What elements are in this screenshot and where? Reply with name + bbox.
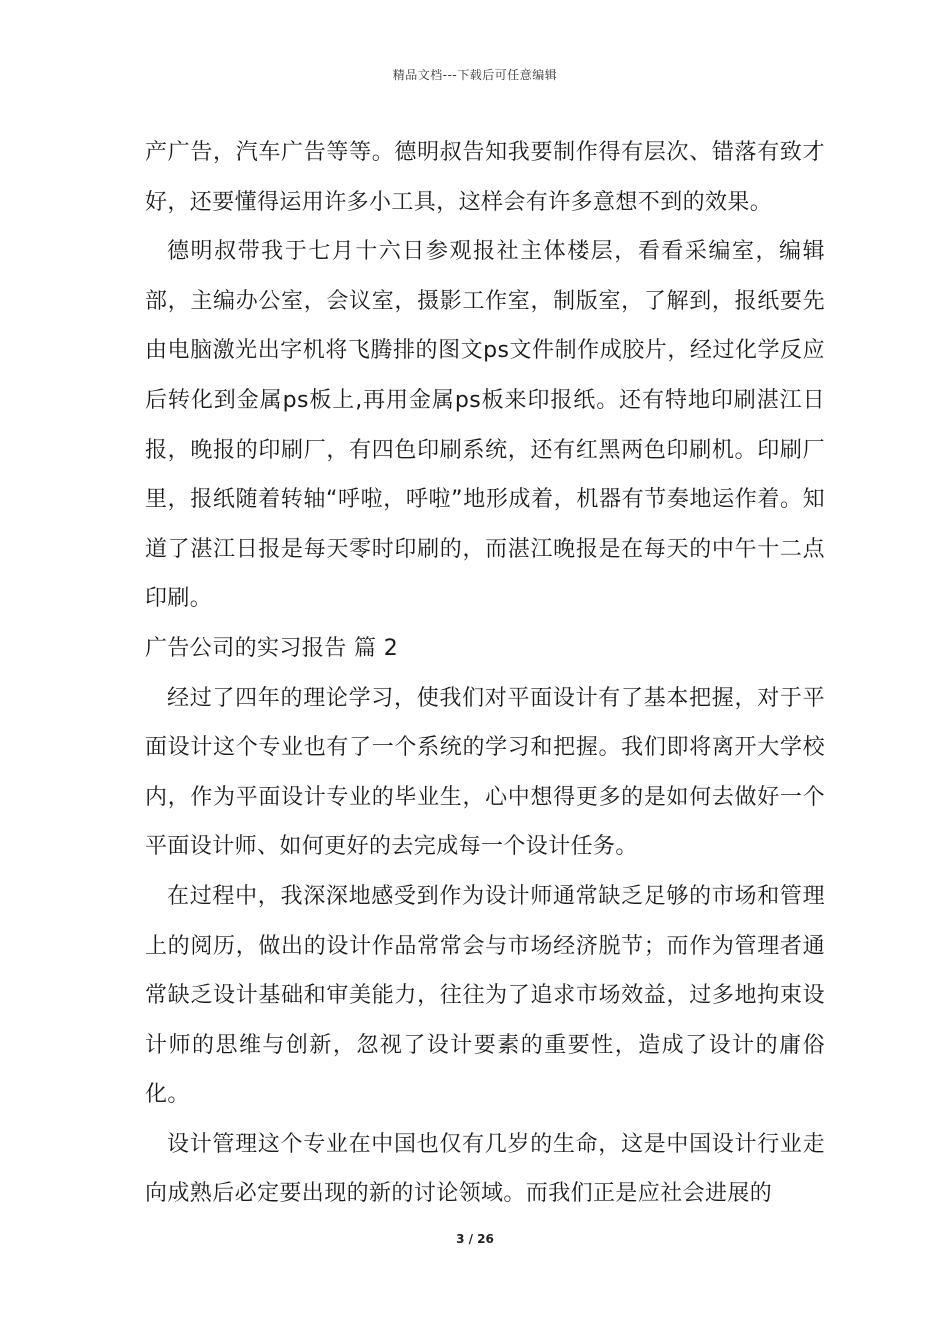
paragraph: 德明叔带我于七月十六日参观报社主体楼层，看看采编室，编辑部，主编办公室，会议室，摄影工作室，制版室，了解到，报纸要先由电脑激光出字机将飞腾排的图文ps文件制作成胶片，经过化学反应后转化到金属ps板上,再用金属ps板来印报纸。还有特地印刷湛江日报，晚报的印刷厂，有四色印刷系统，还有红黑两色印刷机。印刷厂里，报纸随着转轴“呼啦，呼啦”地形成着，机器有节奏地运作着。知道了湛江日报是每天零时印刷的，而湛江晚报是在每天的中午十二点印刷。 xyxy=(145,239,825,612)
paragraph: 在过程中，我深深地感受到作为设计师通常缺乏足够的市场和管理上的阅历，做出的设计作品常常会与市场经济脱节；而作为管理者通常缺乏设计基础和审美能力，往往为了追求市场效益，过多地拘束设计师的思维与创新，忽视了设计要素的重要性，造成了设计的庸俗化。 xyxy=(145,883,825,1108)
section-heading: 广告公司的实习报告 篇 2 xyxy=(145,635,399,661)
paragraph: 产广告，汽车广告等等。德明叔告知我要制作得有层次、错落有致才好，还要懂得运用许多小工具，这样会有许多意想不到的效果。 xyxy=(145,140,825,215)
paragraph: 设计管理这个专业在中国也仅有几岁的生命，这是中国设计行业走向成熟后必定要出现的新的讨论领域。而我们正是应社会进展的 xyxy=(145,1131,825,1207)
page-number: 3 / 26 xyxy=(456,1232,494,1246)
page-header: 精品文档---下载后可任意编辑 xyxy=(392,68,558,82)
document-body xyxy=(145,128,825,1219)
paragraph: 经过了四年的理论学习，使我们对平面设计有了基本把握，对于平面设计这个专业也有了一个系统的学习和把握。我们即将离开大学校内，作为平面设计专业的毕业生，心中想得更多的是如何去做好一个平面设计师、如何更好的去完成每一个设计任务。 xyxy=(145,685,825,860)
